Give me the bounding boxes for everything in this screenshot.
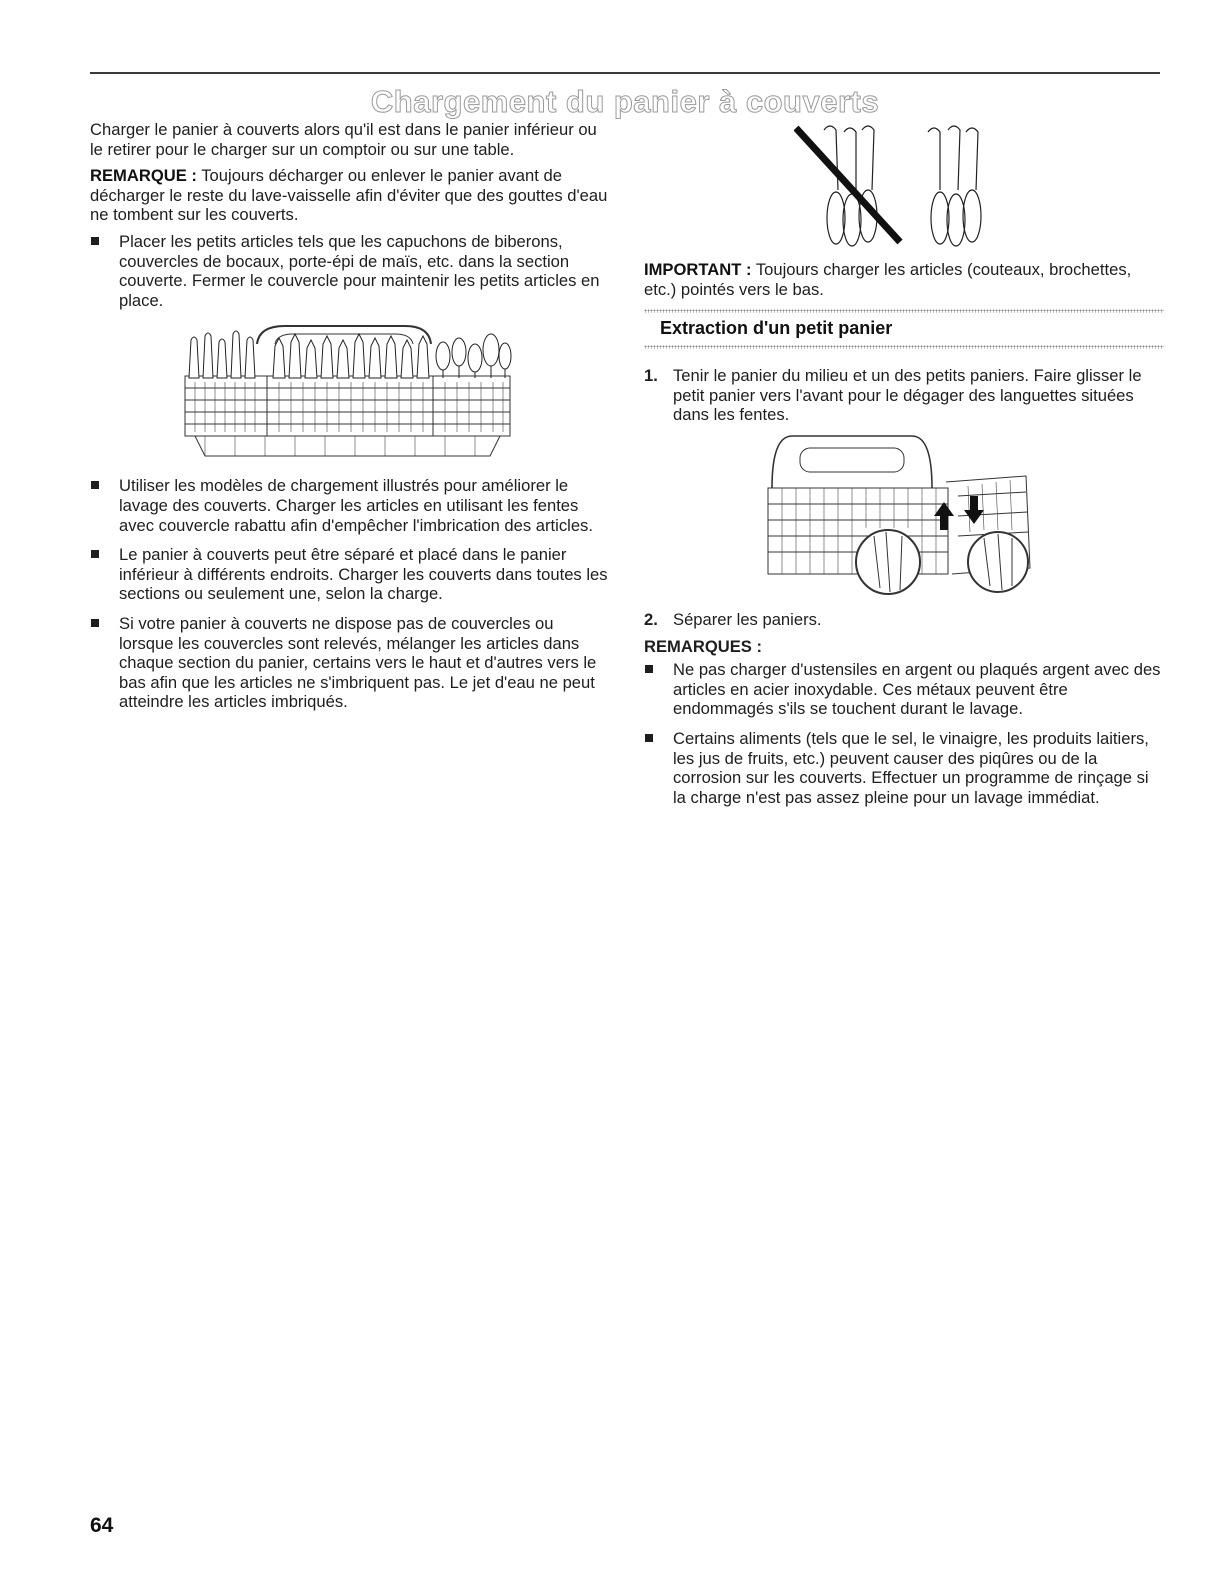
basket-removal-illustration [762,432,1042,600]
section-header [644,309,1164,351]
remarque-paragraph [90,166,612,225]
page-number: 64 [90,1514,114,1537]
bullet-item: Si votre panier à couverts ne dispose pas de couvercles ou lorsque les couvercles sont relevés, mélanger les articles dans chaque section du panier, certains vers le haut et d'autres vers le bas afin que les articles ne s'imbriquent pas. Le jet d'eau ne peut atteindre les articles imbriqués. [90,614,612,712]
step-text: Séparer les paniers. [673,609,822,629]
bullet-item: Placer les petits articles tels que les capuchons de biberons, couvercles de bocaux, porte-épi de maïs, etc. dans la section couverte. Fermer le couvercle pour maintenir les petits articles en place. [90,232,612,310]
bullet-item: Le panier à couverts peut être séparé et placé dans le panier inférieur à différents endroits. Charger les couverts dans toutes les sections ou seulement une, selon la charge. [90,545,612,604]
important-text: Toujours charger les articles (couteaux, brochettes, etc.) pointés vers le bas. [644,260,1132,299]
remarque-item: Certains aliments (tels que le sel, le vinaigre, les produits laitiers, les jus de fruits, etc.) peuvent causer des piqûres ou de la corrosion sur les couverts. Effectuer un programme de rinçage si la charge n'est pas assez pleine pour un lavage immédiat. [644,729,1164,807]
step-item [644,610,1164,630]
step-text: Tenir le panier du milieu et un des petits paniers. Faire glisser le petit panier vers l'avant pour le dégager des languettes situées dans les fentes. [673,366,1142,425]
important-paragraph [644,260,1164,299]
step-number: 1. [644,366,658,386]
important-label: IMPORTANT : [644,260,752,279]
dotted-rule-top [644,309,1164,313]
intro-paragraph: Charger le panier à couverts alors qu'il est dans le panier inférieur ou le retirer pour le charger sur un comptoir ou sur une table. [90,120,597,159]
remarque-label: REMARQUE : [90,166,197,186]
utensils-orientation-illustration [794,120,1014,250]
top-rule [90,72,1160,74]
bullet-item: Utiliser les modèles de chargement illustrés pour améliorer le lavage des couverts. Charger les articles en utilisant les fentes avec couvercle rabattu afin d'empêcher l'imbrication des articles. [90,476,612,535]
dotted-rule-bottom [644,345,1164,349]
right-column [644,120,1164,817]
step-number: 2. [644,609,658,629]
remarque-item: Ne pas charger d'ustensiles en argent ou plaqués argent avec des articles en acier inoxydable. Ces métaux peuvent être endommagés s'ils se touchent durant le lavage. [644,660,1164,719]
section-title: Extraction d'un petit panier [660,318,893,339]
silverware-basket-illustration [175,322,520,462]
left-column [90,120,612,722]
remarques-label: REMARQUES : [644,636,763,656]
remarque-text: Toujours décharger ou enlever le panier avant de décharger le reste du lave-vaisselle afin d'éviter que des gouttes d'eau ne tombent sur les couverts. [90,166,608,225]
page-title: Chargement du panier à couverts [370,84,880,119]
step-item [644,366,1164,425]
